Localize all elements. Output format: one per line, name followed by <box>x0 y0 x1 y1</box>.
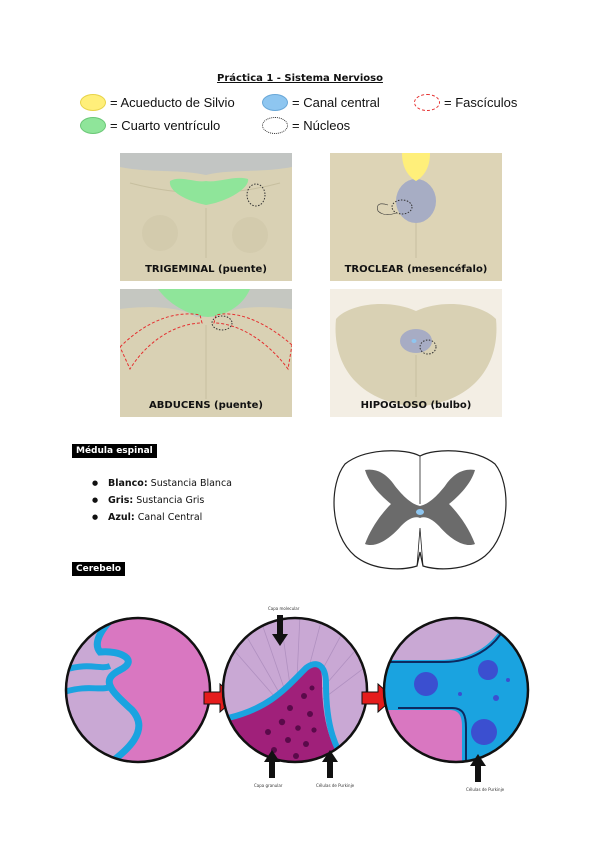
legend-acueducto-label: = Acueducto de Silvio <box>110 95 235 110</box>
medula-legend-list <box>92 478 232 529</box>
hipogloso-micrograph <box>330 289 502 417</box>
panel-abducens <box>120 289 292 417</box>
panel-trigeminal <box>120 153 292 281</box>
red-dashed-swatch-icon <box>414 94 440 111</box>
medula-item-gris: ● Gris: Sustancia Gris <box>92 495 232 506</box>
trigeminal-micrograph <box>120 153 292 281</box>
cerebellum-purkinje-circle <box>380 600 540 780</box>
legend-canal <box>262 94 380 111</box>
panel-troclear-label: TROCLEAR (mesencéfalo) <box>344 264 488 275</box>
green-swatch-icon <box>80 117 106 134</box>
legend-fasciculos <box>414 94 517 111</box>
cerebelo-heading: Cerebelo <box>72 562 125 576</box>
panel-trigeminal-label: TRIGEMINAL (puente) <box>145 264 267 275</box>
cerebellum-folium-circle <box>60 600 220 780</box>
cerebelo-label-bottom-right: Células de Purkinje <box>466 787 505 792</box>
medula-item-azul: ● Azul: Canal Central <box>92 512 232 523</box>
panel-hipogloso <box>330 289 502 417</box>
abducens-micrograph <box>120 289 292 417</box>
cerebelo-label-bottom-left: Capa granular <box>254 783 283 788</box>
black-dotted-swatch-icon <box>262 117 288 134</box>
legend-nucleos <box>262 117 350 134</box>
legend-canal-label: = Canal central <box>292 95 380 110</box>
medula-heading: Médula espinal <box>72 444 157 458</box>
page-title: Práctica 1 - Sistema Nervioso <box>217 73 383 84</box>
cerebelo-label-top: Capa molecular <box>268 606 300 611</box>
panel-troclear <box>330 153 502 281</box>
troclear-micrograph <box>330 153 502 281</box>
legend-cuarto-label: = Cuarto ventrículo <box>110 118 221 133</box>
blue-swatch-icon <box>262 94 288 111</box>
legend-acueducto <box>80 94 235 111</box>
spinal-cord-diagram <box>325 444 515 576</box>
yellow-swatch-icon <box>80 94 106 111</box>
panel-hipogloso-label: HIPOGLOSO (bulbo) <box>360 400 472 411</box>
panel-abducens-label: ABDUCENS (puente) <box>149 400 263 411</box>
cerebellum-cortex-circle <box>210 600 390 780</box>
cerebellum-diagram <box>60 600 540 800</box>
medula-item-blanco: ● Blanco: Sustancia Blanca <box>92 478 232 489</box>
legend-cuarto <box>80 117 220 134</box>
cerebelo-label-bottom-mid: Células de Purkinje <box>316 783 355 788</box>
legend-fasciculos-label: = Fascículos <box>444 95 518 110</box>
legend-nucleos-label: = Núcleos <box>292 118 351 133</box>
